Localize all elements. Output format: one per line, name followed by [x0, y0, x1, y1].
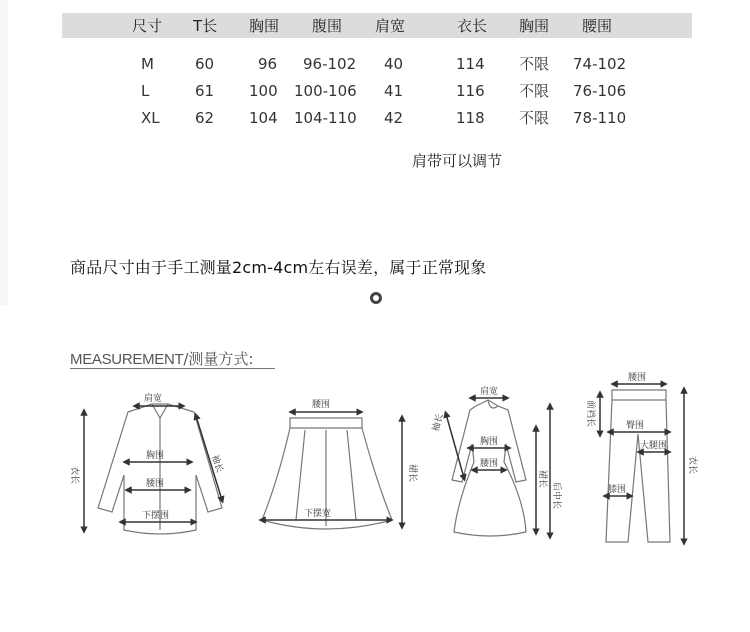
- dress-waist-label: 腰围: [480, 459, 499, 469]
- table-cell: 62: [195, 109, 215, 127]
- ring-icon: [370, 292, 382, 304]
- shirt-waist-label: 腰围: [146, 479, 165, 489]
- shirt-sleeve-label: 袖长: [209, 453, 225, 475]
- dress-shoulder-label: 肩宽: [480, 387, 499, 397]
- table-cell: 42: [384, 109, 404, 127]
- table-cell: 74-102: [573, 55, 627, 73]
- pants-length-label: 衣长: [687, 456, 697, 475]
- table-cell: L: [141, 82, 150, 100]
- measurement-disclaimer: 商品尺寸由于手工测量2cm-4cm左右误差，属于正常现象: [70, 258, 487, 277]
- table-cell: 104: [249, 109, 278, 127]
- shirt-hem-label: 下摆围: [142, 511, 170, 521]
- shirt-length-label: 衣长: [69, 466, 79, 485]
- title-underline: [70, 368, 275, 369]
- pants-icon: [606, 390, 670, 542]
- table-cell: 100-106: [294, 82, 357, 100]
- dress-skirt-length-label: 裙长: [537, 470, 547, 489]
- table-cell: 61: [195, 82, 215, 100]
- table-cell: 104-110: [294, 109, 357, 127]
- table-cell: 78-110: [573, 109, 627, 127]
- header-shoulder: 肩宽: [375, 17, 406, 35]
- header-length: 衣长: [457, 17, 488, 35]
- dress-back-length-label: 后中长: [551, 482, 561, 510]
- table-cell: 96: [258, 55, 278, 73]
- header-t-length: T长: [193, 17, 218, 35]
- pants-hip-label: 臀围: [626, 421, 645, 431]
- header-size: 尺寸: [132, 17, 163, 35]
- strap-adjustable-note: 肩带可以调节: [412, 152, 503, 170]
- pants-front-rise-label: 前裆长: [585, 400, 595, 428]
- table-cell: 不限: [519, 55, 550, 73]
- measurement-title: [70, 348, 253, 369]
- header-chest: 胸围: [249, 17, 280, 35]
- table-cell: 118: [456, 109, 485, 127]
- table-cell: 76-106: [573, 82, 627, 100]
- pants-thigh-label: 大腿围: [640, 441, 668, 451]
- table-cell: 40: [384, 55, 404, 73]
- skirt-length-label: 裙长: [407, 464, 417, 483]
- dress-sleeve-label: 袖长: [431, 412, 446, 433]
- pants-waist-label: 腰围: [628, 373, 647, 383]
- header-waist: 腰围: [582, 17, 613, 35]
- table-cell: M: [141, 55, 154, 73]
- skirt-waist-label: 腰围: [312, 400, 331, 410]
- table-cell: 60: [195, 55, 215, 73]
- table-cell: 100: [249, 82, 278, 100]
- measurement-title-cn: /测量方式:: [183, 350, 254, 368]
- skirt-hem-label: 下摆宽: [304, 509, 332, 519]
- table-cell: 114: [456, 55, 485, 73]
- table-cell: 不限: [519, 82, 550, 100]
- table-cell: 116: [456, 82, 485, 100]
- table-cell: 96-102: [303, 55, 357, 73]
- measurement-title-en: MEASUREMENT: [70, 351, 184, 368]
- table-cell: 不限: [519, 109, 550, 127]
- header-abdomen: 腹围: [312, 17, 343, 35]
- measurement-diagrams: [0, 370, 750, 560]
- shirt-chest-label: 胸围: [146, 451, 165, 461]
- dress-chest-label: 胸围: [480, 437, 499, 447]
- shirt-shoulder-label: 肩宽: [144, 394, 163, 404]
- table-cell: 41: [384, 82, 404, 100]
- header-chest-2: 胸围: [519, 17, 550, 35]
- pants-knee-label: 膝围: [608, 485, 627, 495]
- table-cell: XL: [141, 109, 160, 127]
